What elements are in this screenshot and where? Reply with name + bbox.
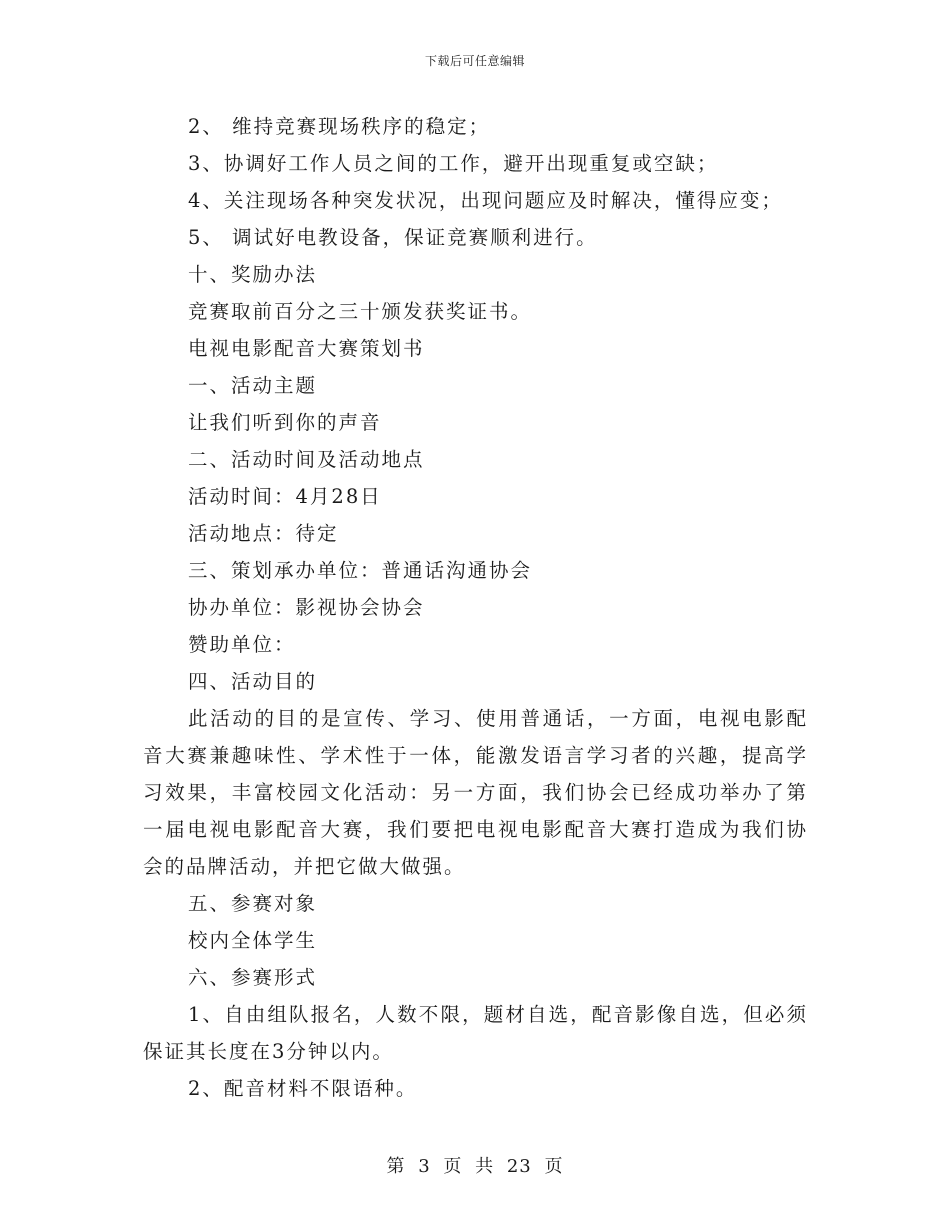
section-heading: 六、参赛形式 bbox=[188, 966, 318, 989]
text-line: 活动地点：待定 bbox=[188, 522, 339, 545]
text-line: 校内全体学生 bbox=[188, 929, 318, 952]
paragraph-purpose: 此活动的目的是宣传、学习、使用普通话，一方面，电视电影配音大赛兼趣味性、学术性于一体，能激发语言学习者的兴趣，提高学习效果，丰富校园文化活动：另一方面，我们协会已经成功举办了第一届电视电影配音大赛，我们要把电视电影配音大赛打造成为我们协会的品牌活动，并把它做大做强。 bbox=[143, 707, 808, 878]
section-heading: 十、奖励办法 bbox=[188, 263, 318, 286]
text-line: 协办单位：影视协会协会 bbox=[188, 596, 425, 619]
text-line: 2、 维持竞赛现场秩序的稳定； bbox=[188, 115, 491, 138]
section-heading: 一、活动主题 bbox=[188, 374, 318, 397]
section-heading: 二、活动时间及活动地点 bbox=[188, 448, 425, 471]
page-number-footer: 第 3 页 共 23 页 bbox=[386, 1156, 564, 1177]
text-line: 活动时间：4月28日 bbox=[188, 485, 382, 508]
text-line: 竞赛取前百分之三十颁发获奖证书。 bbox=[188, 300, 533, 323]
text-line: 2、配音材料不限语种。 bbox=[188, 1077, 418, 1100]
document-body bbox=[143, 108, 808, 1107]
text-line: 4、关注现场各种突发状况，出现问题应及时解决，懂得应变； bbox=[188, 189, 783, 212]
section-heading: 三、策划承办单位：普通话沟通协会 bbox=[188, 559, 533, 582]
text-line: 让我们听到你的声音 bbox=[188, 411, 382, 434]
paragraph-form-1: 1、自由组队报名，人数不限，题材自选，配音影像自选，但必须保证其长度在3分钟以内。 bbox=[143, 1003, 808, 1063]
text-line: 3、协调好工作人员之间的工作，避开出现重复或空缺； bbox=[188, 152, 719, 175]
section-heading: 四、活动目的 bbox=[188, 670, 318, 693]
section-heading: 五、参赛对象 bbox=[188, 892, 318, 915]
text-line: 5、 调试好电教设备，保证竞赛顺利进行。 bbox=[188, 226, 598, 249]
document-title: 电视电影配音大赛策划书 bbox=[188, 337, 425, 360]
text-line: 赞助单位： bbox=[188, 633, 296, 656]
page-header: 下载后可任意编辑 bbox=[424, 54, 525, 68]
